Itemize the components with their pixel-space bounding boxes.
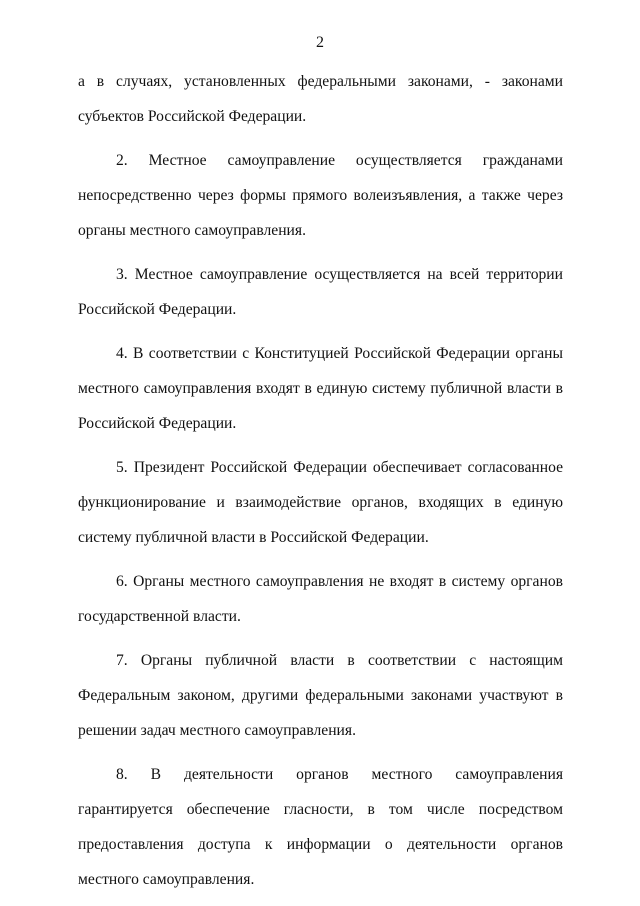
paragraph-item-6: 6. Органы местного самоуправления не входят в систему органов государственной власти. bbox=[78, 573, 563, 625]
paragraph-item-2: 2. Местное самоуправление осуществляется гражданами непосредственно через формы прямого волеизъявления, а также через органы местного самоуправления. bbox=[78, 152, 563, 239]
paragraph-item-7: 7. Органы публичной власти в соответствии с настоящим Федеральным законом, другими федеральными законами участвуют в решении задач местного самоуправления. bbox=[78, 652, 563, 739]
page-number: 2 bbox=[316, 34, 324, 51]
paragraph-continuation: а в случаях, установленных федеральными законами, - законами субъектов Российской Федерации. bbox=[78, 73, 563, 125]
paragraph-item-8: 8. В деятельности органов местного самоуправления гарантируется обеспечение гласности, в том числе посредством предоставления доступа к информации о деятельности органов местного самоуправления. bbox=[78, 766, 563, 888]
paragraph-item-5: 5. Президент Российской Федерации обеспечивает согласованное функционирование и взаимодействие органов, входящих в единую систему публичной власти в Российской Федерации. bbox=[78, 459, 563, 546]
document-body bbox=[78, 64, 563, 906]
paragraph-item-3: 3. Местное самоуправление осуществляется на всей территории Российской Федерации. bbox=[78, 266, 563, 318]
paragraph-item-4: 4. В соответствии с Конституцией Российской Федерации органы местного самоуправления входят в единую систему публичной власти в Российской Федерации. bbox=[78, 345, 563, 432]
